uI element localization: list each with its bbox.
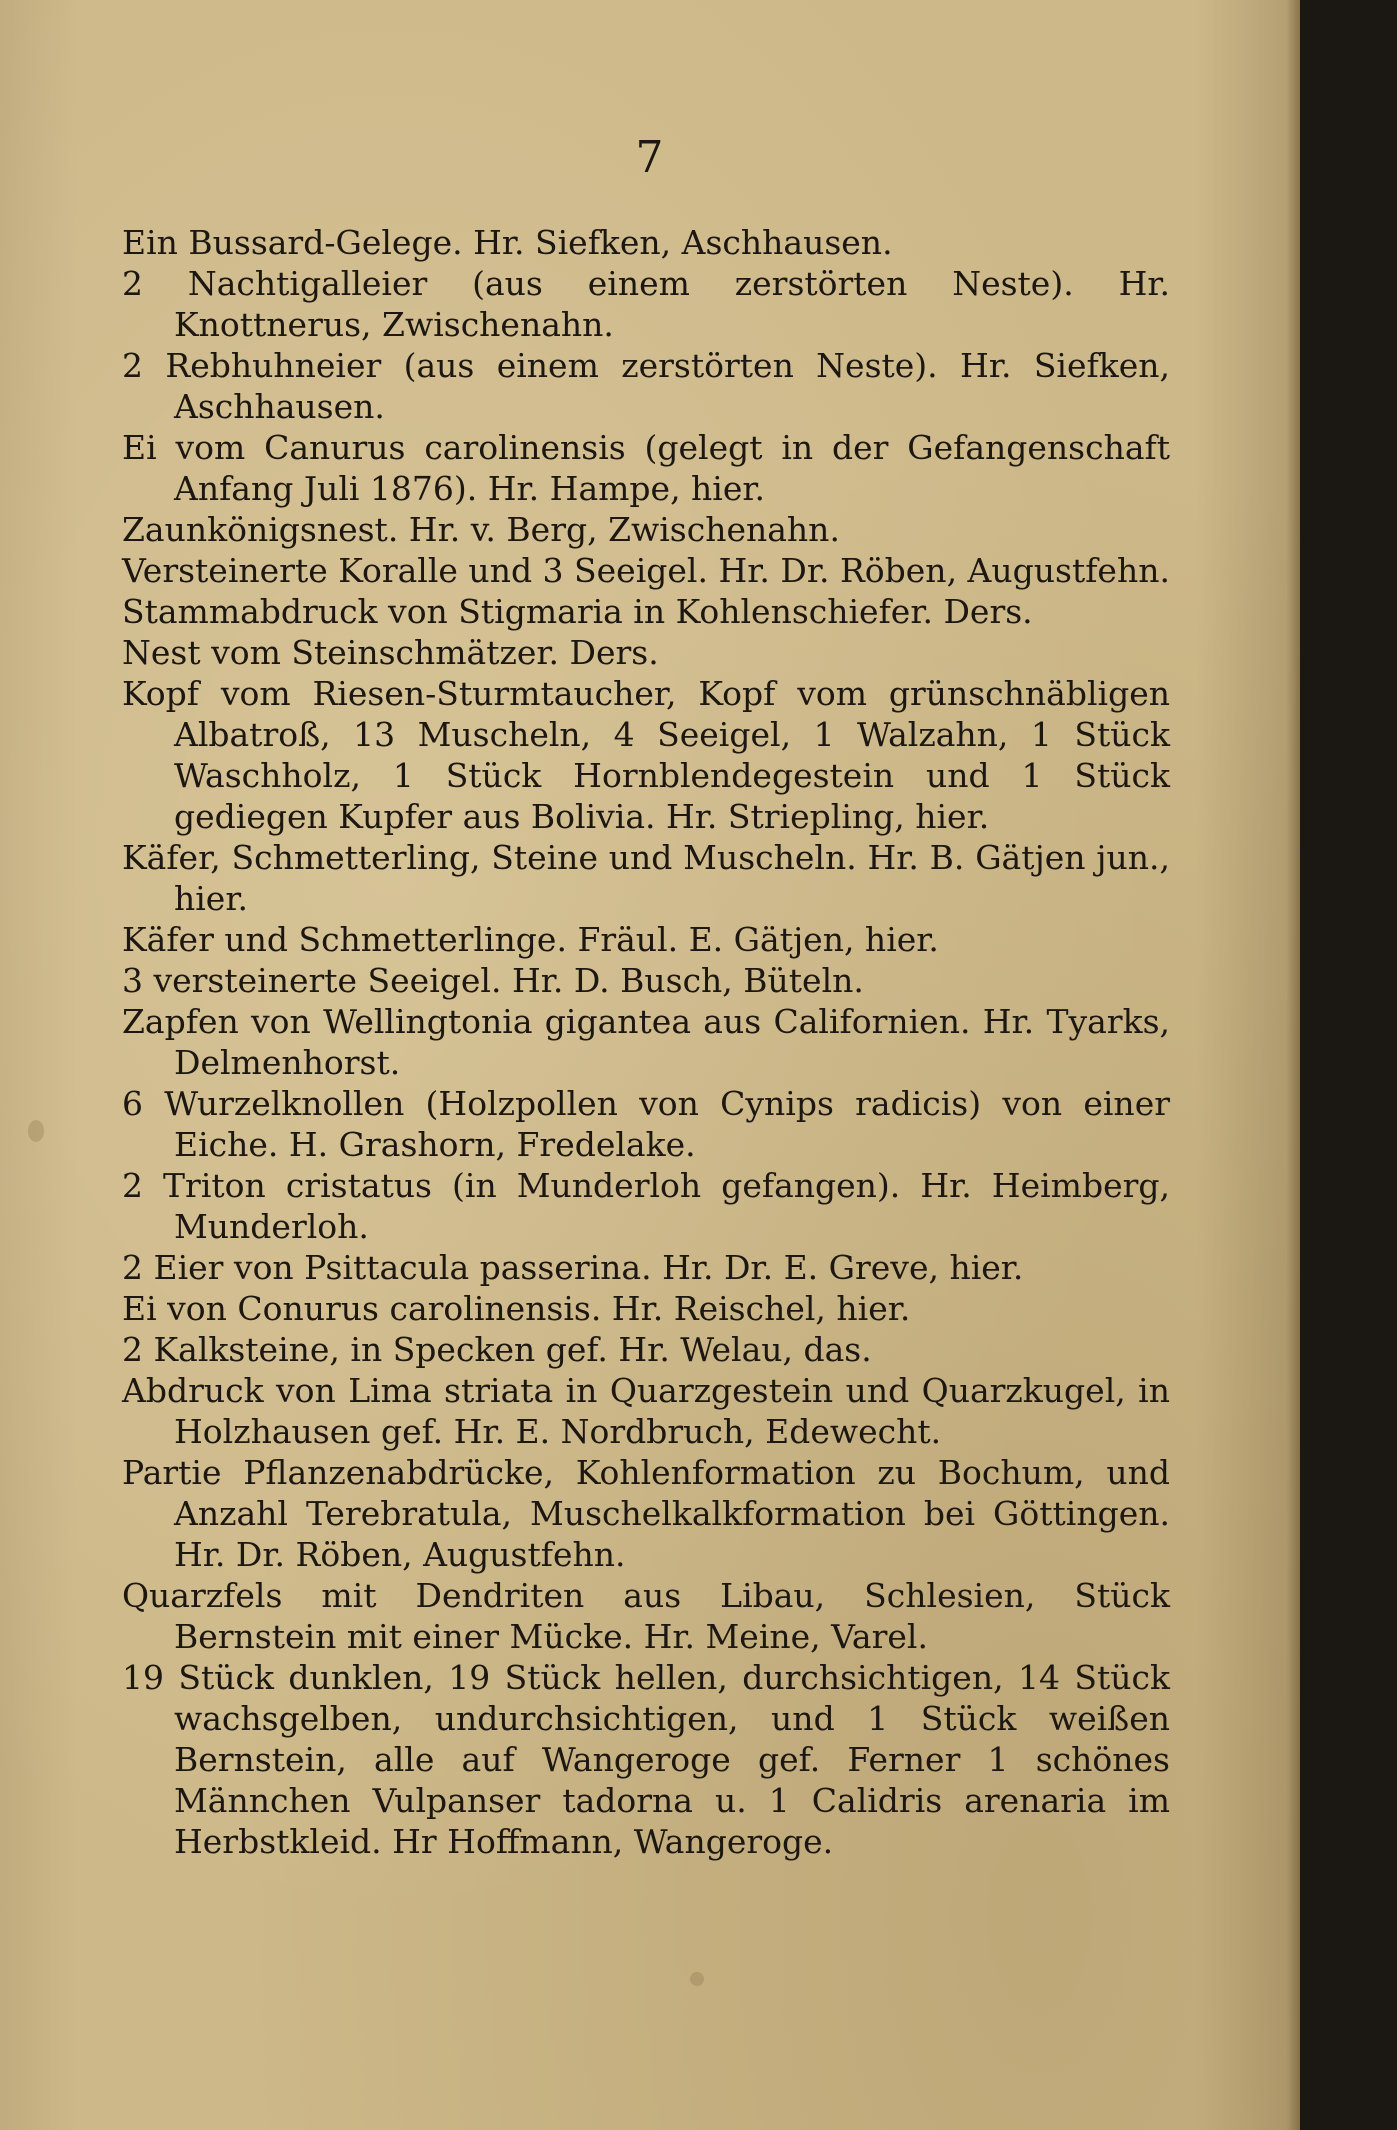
list-item: Abdruck von Lima striata in Quarzgestein und Quarzkugel, in Holzhausen gef. Hr. E. Nordbruch, Edewecht. bbox=[122, 1371, 1170, 1451]
page-number: 7 bbox=[635, 132, 665, 183]
list-item: Nest vom Steinschmätzer. Ders. bbox=[122, 633, 659, 672]
list-item: 19 Stück dunklen, 19 Stück hellen, durchsichtigen, 14 Stück wachsgelben, undurchsichtigen, und 1 Stück weißen Bernstein, alle auf Wangeroge gef. Ferner 1 schönes Männchen Vulpanser tadorna u. 1 Calidris arenaria im Herbstkleid. Hr Hoffmann, Wangeroge. bbox=[122, 1658, 1170, 1861]
paper-stain bbox=[28, 1120, 44, 1142]
list-item: Kopf vom Riesen-Sturmtaucher, Kopf vom grünschnäbligen Albatroß, 13 Muscheln, 4 Seeigel, 1 Walzahn, 1 Stück Waschholz, 1 Stück Hornblendegestein und 1 Stück gediegen Kupfer aus Bolivia. Hr. Striepling, hier. bbox=[122, 674, 1170, 836]
paper-stain bbox=[690, 1972, 704, 1986]
list-item: 3 versteinerte Seeigel. Hr. D. Busch, Büteln. bbox=[122, 961, 864, 1000]
list-item: 2 Nachtigalleier (aus einem zerstörten Neste). Hr. Knottnerus, Zwischenahn. bbox=[122, 264, 1170, 344]
page-edge-shadow bbox=[1286, 0, 1300, 2130]
list-item: Ein Bussard-Gelege. Hr. Siefken, Aschhausen. bbox=[122, 223, 893, 262]
list-item: Käfer und Schmetterlinge. Fräul. E. Gätjen, hier. bbox=[122, 920, 939, 959]
list-item: Zapfen von Wellingtonia gigantea aus Californien. Hr. Tyarks, Delmenhorst. bbox=[122, 1002, 1170, 1082]
list-item: 2 Rebhuhneier (aus einem zerstörten Neste). Hr. Siefken, Aschhausen. bbox=[122, 346, 1170, 426]
list-item: Ei von Conurus carolinensis. Hr. Reischel, hier. bbox=[122, 1289, 911, 1328]
list-item: Käfer, Schmetterling, Steine und Muscheln. Hr. B. Gätjen jun., hier. bbox=[122, 838, 1170, 918]
list-item: Versteinerte Koralle und 3 Seeigel. Hr. Dr. Röben, Augustfehn. bbox=[122, 551, 1170, 590]
list-item: Zaunkönigsnest. Hr. v. Berg, Zwischenahn. bbox=[122, 510, 840, 549]
list-item: 2 Triton cristatus (in Munderloh gefangen). Hr. Heimberg, Munderloh. bbox=[122, 1166, 1170, 1246]
donation-list bbox=[122, 222, 1170, 1862]
list-item: Partie Pflanzenabdrücke, Kohlenformation zu Bochum, und Anzahl Terebratula, Muschelkalkformation bei Göttingen. Hr. Dr. Röben, Augustfehn. bbox=[122, 1453, 1170, 1574]
list-item: 2 Kalksteine, in Specken gef. Hr. Welau, das. bbox=[122, 1330, 872, 1369]
list-item: 6 Wurzelknollen (Holzpollen von Cynips radicis) von einer Eiche. H. Grashorn, Fredelake. bbox=[122, 1084, 1170, 1164]
list-item: Ei vom Canurus carolinensis (gelegt in der Gefangenschaft Anfang Juli 1876). Hr. Hampe, hier. bbox=[122, 428, 1170, 508]
list-item: Quarzfels mit Dendriten aus Libau, Schlesien, Stück Bernstein mit einer Mücke. Hr. Meine, Varel. bbox=[122, 1576, 1170, 1656]
list-item: 2 Eier von Psittacula passerina. Hr. Dr. E. Greve, hier. bbox=[122, 1248, 1024, 1287]
list-item: Stammabdruck von Stigmaria in Kohlenschiefer. Ders. bbox=[122, 592, 1033, 631]
